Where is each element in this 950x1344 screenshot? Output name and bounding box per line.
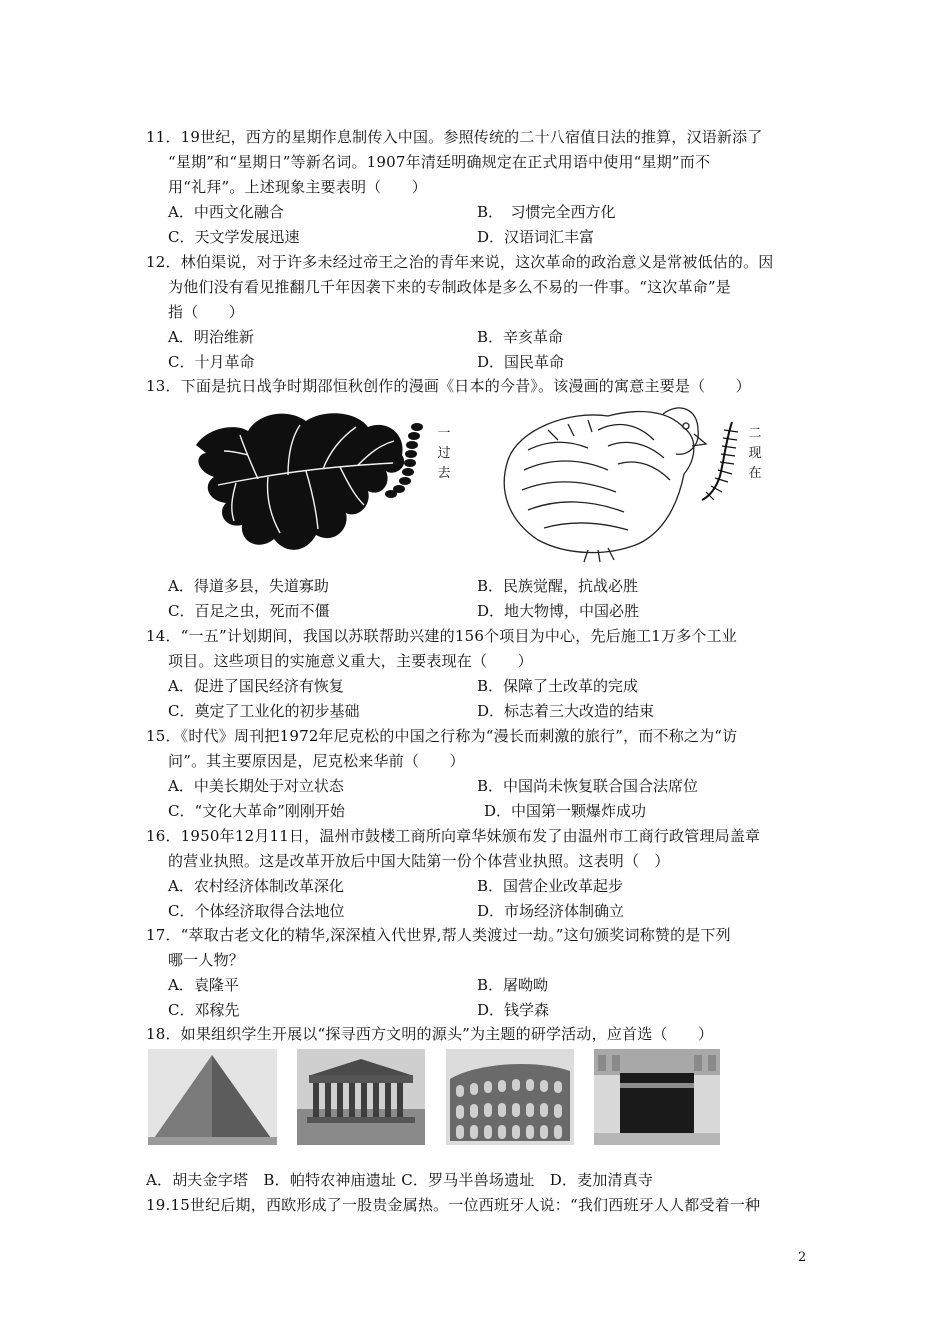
q17-option-a: A．袁隆平 [168, 976, 239, 994]
q14-stem-line-2: 项目。这些项目的实施意义重大，主要表现在（ ） [168, 652, 533, 670]
photo-pyramid [148, 1049, 277, 1145]
q11-option-d: D．汉语词汇丰富 [477, 228, 595, 246]
q14-option-c: C．奠定了工业化的初步基础 [168, 702, 360, 720]
q12-option-b: B．辛亥革命 [477, 328, 564, 346]
q11-stem-line-2: “星期”和“星期日”等新名词。1907年清廷明确规定在正式用语中使用“星期”而不 [168, 153, 711, 171]
q18-stem-line-1: 18．如果组织学生开展以“探寻西方文明的源头”为主题的研学活动，应首选（ ） [146, 1025, 714, 1043]
q16-option-b: B．国营企业改革起步 [477, 877, 624, 895]
cartoon-label-present: 二现在 [748, 426, 762, 481]
q16-option-d: D．市场经济体制确立 [477, 902, 625, 920]
q14-stem-line-1: 14．“一五”计划期间，我国以苏联帮助兴建的156个项目为中心，先后施工1万多个工业 [146, 627, 738, 645]
photo-parthenon [297, 1049, 425, 1145]
q12-stem-line-2: 为他们没有看见推翻几千年因袭下来的专制政体是多么不易的一件事。“这次革命”是 [168, 278, 731, 296]
q17-stem-line-2: 哪一人物？ [168, 951, 245, 969]
q17-option-b: B．屠呦呦 [477, 976, 549, 994]
q16-stem-line-1: 16．1950年12月11日，温州市鼓楼工商所向章华妹颁布发了由温州市工商行政管理局盖章 [146, 827, 761, 845]
photo-colosseum [446, 1049, 574, 1145]
q16-option-c: C．个体经济取得合法地位 [168, 902, 345, 920]
cartoon-label-past: 一过去 [437, 426, 451, 481]
q19-stem-line-1: 19.15世纪后期，西欧形成了一股贵金属热。一位西班牙人说：“我们西班牙人人都受着一种 [146, 1196, 761, 1214]
q17-option-d: D．钱学森 [477, 1001, 550, 1019]
q13-option-c: C．百足之虫，死而不僵 [168, 602, 330, 620]
q14-option-a: A．促进了国民经济有恢复 [168, 677, 344, 695]
q12-stem-line-1: 12．林伯渠说，对于许多未经过帝王之治的青年来说，这次革命的政治意义是常被低估的。因 [146, 253, 774, 271]
q14-option-b: B．保障了土改革的完成 [477, 677, 639, 695]
q13-stem-line-1: 13．下面是抗日战争时期邵恒秋创作的漫画《日本的今昔》。该漫画的寓意主要是（ ） [146, 377, 751, 395]
page-number: 2 [798, 1250, 807, 1265]
q11-option-b: B． 习惯完全西方化 [477, 203, 616, 221]
photo-mecca-mosque [594, 1049, 720, 1145]
q16-stem-line-2: 的营业执照。这是改革开放后中国大陆第一份个体营业执照。这表明（ ） [168, 852, 670, 870]
q15-option-c: C．“文化大革命”刚刚开始 [168, 802, 345, 820]
q15-stem-line-2: 问”。其主要原因是，尼克松来华前（ ） [168, 752, 465, 770]
q14-option-d: D．标志着三大改造的结束 [477, 702, 655, 720]
q12-stem-line-3: 指（ ） [168, 303, 245, 321]
q15-option-d: D．中国第一颗爆炸成功 [484, 802, 647, 820]
q11-stem-line-3: 用“礼拜”。上述现象主要表明（ ） [168, 178, 427, 196]
q17-stem-line-1: 17．“萃取古老文化的精华,深深植入代世界,帮人类渡过一劫。”这句颁奖词称赞的是下列 [146, 926, 731, 944]
q11-option-a: A．中西文化融合 [168, 203, 284, 221]
cartoon-present-bird-centipede [488, 400, 748, 565]
q15-stem-line-1: 15．《时代》周刊把1972年尼克松的中国之行称为“漫长而刺激的旅行”，而不称之为“访 [146, 727, 738, 745]
q11-stem-line-1: 11．19世纪，西方的星期作息制传入中国。参照传统的二十八宿值日法的推算，汉语新添了 [146, 128, 763, 146]
q12-option-c: C．十月革命 [168, 353, 255, 371]
cartoon-past-leaf-caterpillar [188, 405, 473, 570]
q13-option-b: B．民族觉醒，抗战必胜 [477, 577, 639, 595]
q18-options: A．胡夫金字塔 B．帕特农神庙遗址 C．罗马半兽场遗址 D．麦加清真寺 [146, 1171, 654, 1189]
q13-option-d: D．地大物博，中国必胜 [477, 602, 640, 620]
q12-option-d: D．国民革命 [477, 353, 565, 371]
q11-option-c: C．天文学发展迅速 [168, 228, 300, 246]
q15-option-a: A．中美长期处于对立状态 [168, 777, 344, 795]
q16-option-a: A．农村经济体制改革深化 [168, 877, 344, 895]
q15-option-b: B．中国尚未恢复联合国合法席位 [477, 777, 699, 795]
q13-option-a: A．得道多县，失道寡助 [168, 577, 329, 595]
q17-option-c: C．邓稼先 [168, 1001, 240, 1019]
q12-option-a: A．明治维新 [168, 328, 254, 346]
